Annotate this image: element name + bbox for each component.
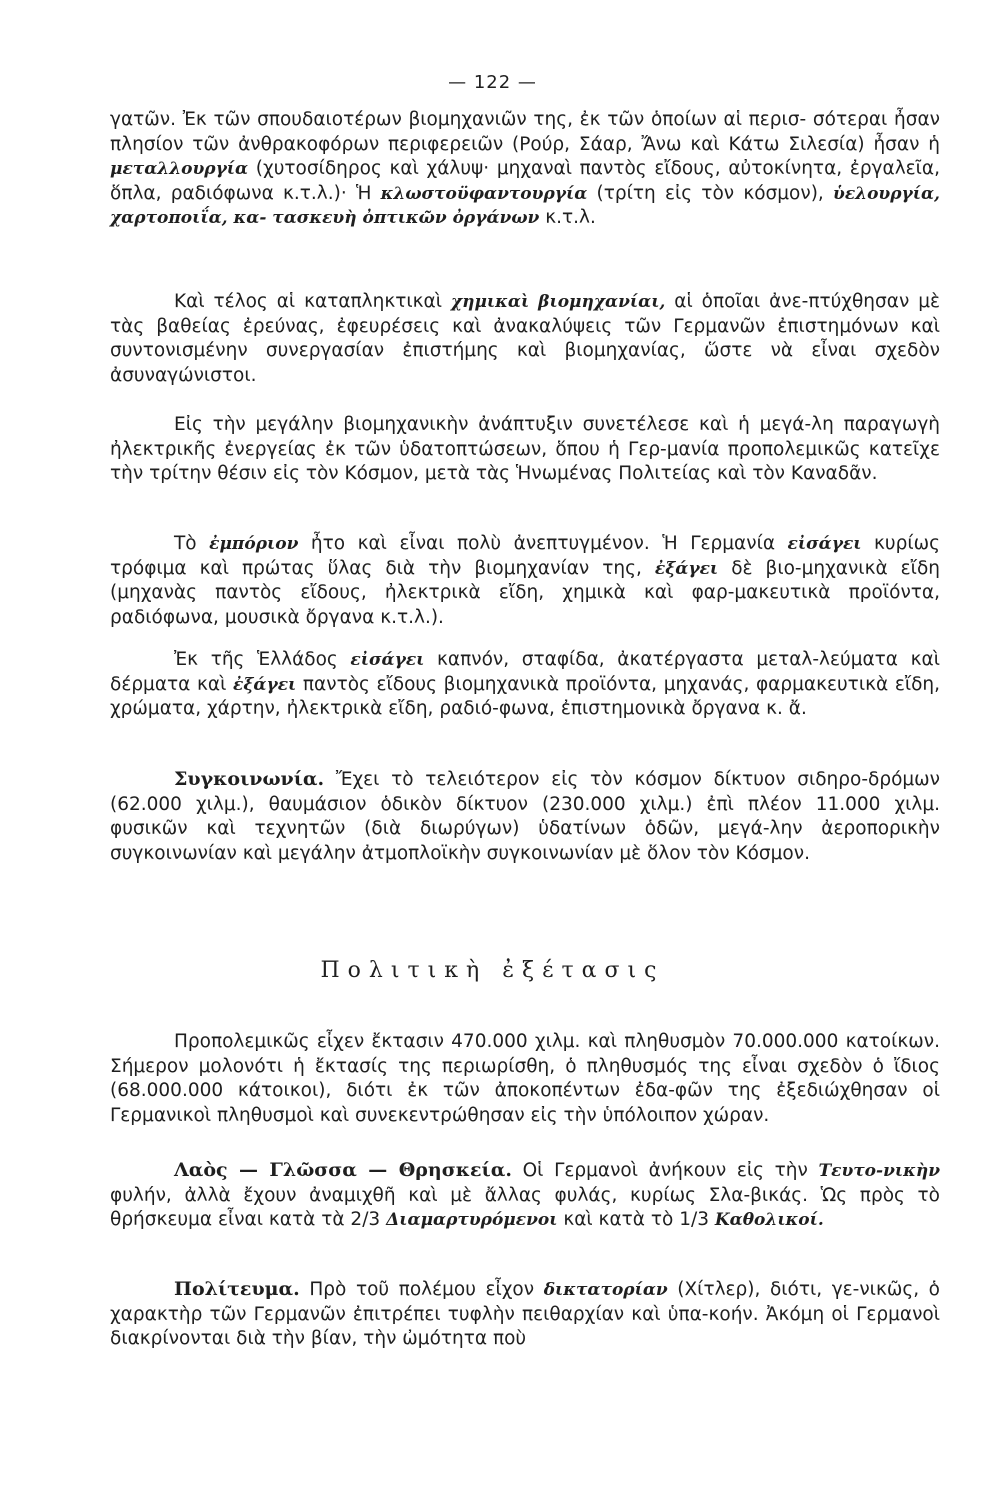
term-metallurgy: μεταλλουργία [110,159,249,180]
page-number: — 122 — [448,72,537,93]
paragraph-government: Πολίτευμα. Πρὸ τοῦ πολέμου εἶχον δικτατορίαν (Χίτλερ), διότι, γε-νικῶς, ὁ χαρακτὴρ τῶν Γερμανῶν ἐπιτρέπει τυφλὴν πειθαρχίαν καὶ ὑπα-κοήν. Ἀκόμη οἱ Γερμανοὶ διακρίνονται διὰ τὴν βίαν, τὴν ὠμότητα ποὺ [110,1278,940,1350]
term-dictatorship: δικτατορίαν [543,1280,668,1300]
term-protestants: Διαμαρτυρόμενοι [386,1210,558,1231]
section-title: Πολιτικὴ ἐξέτασις [320,958,665,983]
term-exports-greece: ἐξάγει [233,674,297,695]
term-exports: ἐξάγει [654,558,719,579]
paragraph-transport: Συγκοινωνία. Ἔχει τὸ τελειότερον εἰς τὸν κόσμον δίκτυον σιδηρο-δρόμων (62.000 χιλμ.), θαυμάσιον ὁδικὸν δίκτυον (230.000 χιλμ.) ἐπὶ πλέον 11.000 χιλμ. φυσικῶν καὶ τεχνητῶν (διὰ διωρύγων) ὑδατίνων ὁδῶν, μεγά-λην ἀεροπορικὴν συγκοινωνίαν καὶ μεγάλην ἀτμοπλοϊκὴν συγκοινωνίαν μὲ ὅλον τὸν Κόσμον. [110,768,940,864]
paragraph-area-population: Προπολεμικῶς εἶχεν ἔκτασιν 470.000 χιλμ. καὶ πληθυσμὸν 70.000.000 κατοίκων. Σήμερον μολονότι ἡ ἔκτασίς της περιωρίσθη, ὁ πληθυσμός της εἶναι σχεδὸν ὁ ἴδιος (68.000.000 κάτοικοι), διότι ἐκ τῶν ἀποκοπέντων ἐδα-φῶν της ἐξεδιώχθησαν οἱ Γερμανικοὶ πληθυσμοὶ καὶ συνεκεντρώθησαν εἰς τὴν ὑπόλοιπον χώραν. [110,1031,940,1126]
paragraph-greece-trade: Ἐκ τῆς Ἑλλάδος εἰσάγει καπνόν, σταφίδα, ἀκατέργαστα μεταλ-λεύματα καὶ δέρματα καὶ ἐξάγει παντὸς εἴδους βιομηχανικὰ προϊόντα, μηχανάς, φαρμακευτικὰ εἴδη, χρώματα, χάρτην, ἠλεκτρικὰ εἴδη, ραδιό-φωνα, ἐπιστημονικὰ ὄργανα κ. ἄ. [110,649,941,720]
heading-government: Πολίτευμα. [174,1278,300,1300]
paragraph-people-religion: Λαὸς — Γλῶσσα — Θρησκεία. Οἱ Γερμανοὶ ἀνήκουν εἰς τὴν Τευτο-νικὴν φυλήν, ἀλλὰ ἔχουν ἀναμιχθῆ καὶ μὲ ἄλλας φυλάς, κυρίως Σλα-βικάς. Ὡς πρὸς τὸ θρήσκευμα εἶναι κατὰ τὰ 2/3 Διαμαρτυρόμενοι καὶ κατὰ τὸ 1/3 Καθολικοί. [110,1159,940,1231]
paragraph-industries: γατῶν. Ἐκ τῶν σπουδαιοτέρων βιομηχανιῶν της, ἐκ τῶν ὁποίων αἱ περισ- σότεραι ἦσαν πλησίον τῶν ἀνθρακοφόρων περιφερειῶν (Ρούρ, Σάαρ, Ἄνω καὶ Κάτω Σιλεσία) ἦσαν ἡ μεταλλουργία (χυτοσίδηρος καὶ χάλυψ· μηχαναὶ παντὸς εἴδους, αὐτοκίνητα, ἐργαλεῖα, ὅπλα, ραδιόφωνα κ.τ.λ.)· Ἡ κλωστοϋφαντουργία (τρίτη εἰς τὸν κόσμον), ὑελουργία, χαρτοποιΐα, κα- τασκευὴ ὀπτικῶν ὀργάνων κ.τ.λ. [110,109,940,229]
paragraph-chemical: Καὶ τέλος αἱ καταπληκτικαὶ χημικαὶ βιομηχανίαι, αἱ ὁποῖαι ἀνε-πτύχθησαν μὲ τὰς βαθείας ἐρεύνας, ἐφευρέσεις καὶ ἀνακαλύψεις τῶν Γερμανῶν ἐπιστημόνων καὶ συντονισμένην συνεργασίαν ἐπιστήμης καὶ βιομηχανίας, ὥστε νὰ εἶναι σχεδὸν ἀσυναγώνιστοι. [110,291,940,386]
heading-transport: Συγκοινωνία. [174,768,325,790]
term-imports: εἰσάγει [787,534,862,554]
term-teutonic: Τευτο-νικὴν [818,1161,940,1181]
paragraph-hydropower: Εἰς τὴν μεγάλην βιομηχανικὴν ἀνάπτυξιν συνετέλεσε καὶ ἡ μεγά-λη παραγωγὴ ἠλεκτρικῆς ἐνεργείας ἐκ τῶν ὑδατοπτώσεων, ὅπου ἡ Γερ-μανία προπολεμικῶς κατεῖχε τὴν τρίτην θέσιν εἰς τὸν Κόσμον, μετὰ τὰς Ἡνωμένας Πολιτείας καὶ τὸν Καναδᾶν. [110,414,940,485]
term-textile: κλωστοϋφαντουργία [380,183,588,204]
term-imports-greece: εἰσάγει [350,650,425,670]
heading-people: Λαὸς — Γλῶσσα — Θρησκεία. [174,1159,512,1181]
term-optics: τασκευὴ ὀπτικῶν ὀργάνων [272,208,540,229]
term-glass-paper: ὑελουργία, χαρτοποιΐα, κα- [110,183,940,229]
term-trade: ἐμπόριον [209,534,299,554]
term-catholics: Καθολικοί. [714,1210,824,1231]
paragraph-trade: Τὸ ἐμπόριον ἦτο καὶ εἶναι πολὺ ἀνεπτυγμένον. Ἡ Γερμανία εἰσάγει κυρίως τρόφιμα καὶ πρώτας ὕλας διὰ τὴν βιομηχανίαν της, ἐξάγει δὲ βιο-μηχανικὰ εἴδη (μηχανὰς παντὸς εἴδους, ἠλεκτρικὰ εἴδη, χημικὰ καὶ φαρ-μακευτικὰ προϊόντα, ραδιόφωνα, μουσικὰ ὄργανα κ.τ.λ.). [110,533,940,628]
term-chemical-industries: χημικαὶ βιομηχανίαι, [450,292,666,312]
